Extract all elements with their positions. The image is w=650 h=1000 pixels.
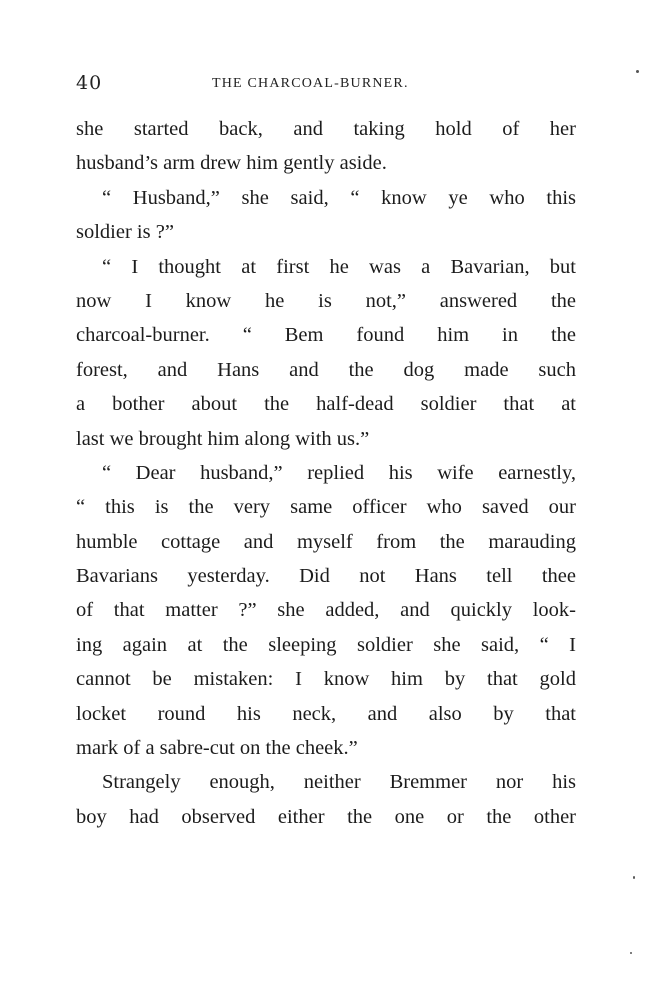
text-line: now I know he is not,” answered the — [76, 289, 576, 312]
text-line: forest, and Hans and the dog made such — [76, 358, 576, 381]
text-line: Strangely enough, neither Bremmer nor his — [102, 771, 576, 794]
paper-speck — [636, 70, 639, 73]
text-line: humble cottage and myself from the marauding — [76, 530, 576, 553]
text-line: soldier is ?” — [76, 221, 174, 244]
paper-speck — [633, 876, 635, 879]
text-line: locket round his neck, and also by that — [76, 702, 576, 725]
text-line: mark of a sabre-cut on the cheek.” — [76, 737, 358, 760]
page-number: 40 — [76, 72, 103, 94]
text-line: “ Husband,” she said, “ know ye who this — [102, 186, 576, 209]
text-line: Bavarians yesterday. Did not Hans tell thee — [76, 565, 576, 588]
text-line: “ Dear husband,” replied his wife earnestly, — [102, 461, 576, 484]
text-line: husband’s arm drew him gently aside. — [76, 152, 387, 175]
text-line: of that matter ?” she added, and quickly look- — [76, 599, 576, 622]
text-line: charcoal-burner. “ Bem found him in the — [76, 324, 576, 347]
text-line: cannot be mistaken: I know him by that gold — [76, 668, 576, 691]
body-text — [76, 112, 576, 834]
text-line: “ I thought at first he was a Bavarian, but — [102, 255, 576, 278]
text-line: boy had observed either the one or the other — [76, 805, 576, 828]
running-title: THE CHARCOAL-BURNER. — [212, 76, 409, 91]
text-line: she started back, and taking hold of her — [76, 118, 576, 140]
text-line: “ this is the very same officer who saved our — [76, 496, 576, 519]
running-head — [76, 72, 576, 102]
text-line: a bother about the half-dead soldier that at — [76, 393, 576, 416]
paper-speck — [630, 952, 632, 954]
text-line: last we brought him along with us.” — [76, 427, 370, 450]
text-line: ing again at the sleeping soldier she said, “ I — [76, 633, 576, 656]
